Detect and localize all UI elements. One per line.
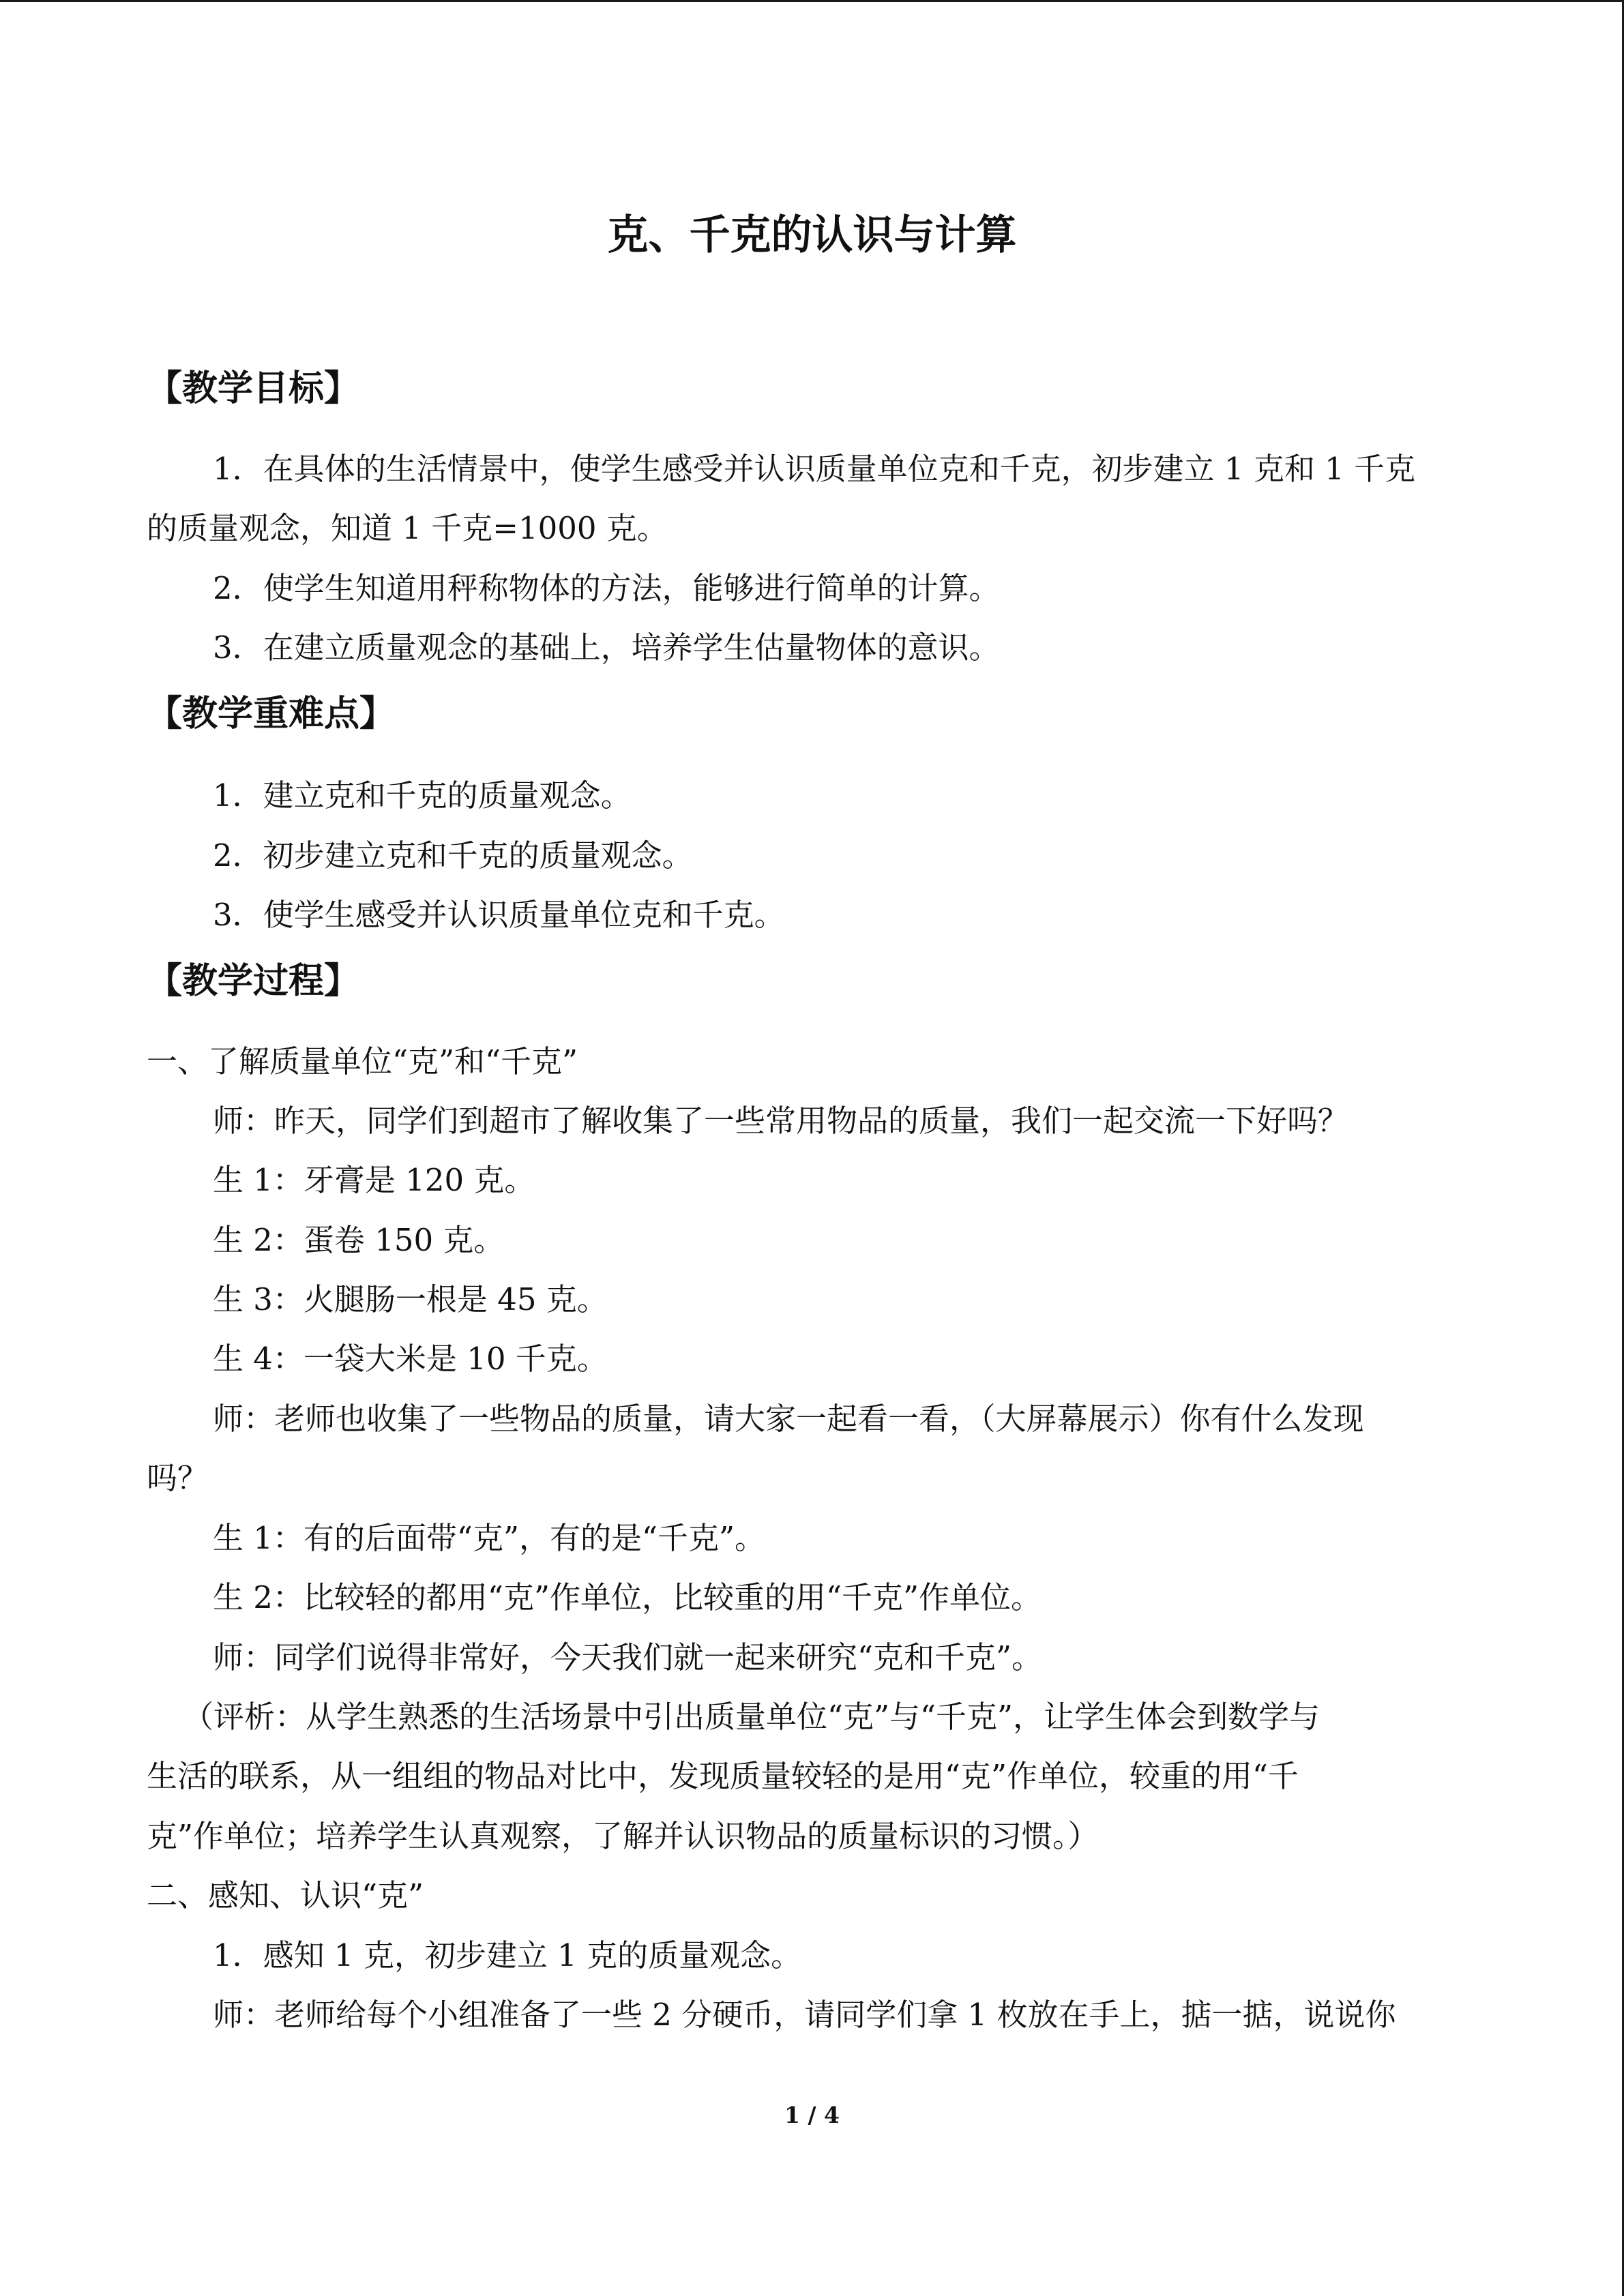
document-title: 克、千克的认识与计算 bbox=[607, 211, 1017, 259]
key-point-line-2: 2．初步建立克和千克的质量观念。 bbox=[213, 837, 693, 874]
process-line: 师：老师给每个小组准备了一些 2 分硬币，请同学们拿 1 枚放在手上，掂一掂，说说你 bbox=[213, 1997, 1396, 2033]
process-line: 师：老师也收集了一些物品的质量，请大家一起看一看，（大屏幕展示）你有什么发现 bbox=[213, 1401, 1364, 1437]
section-heading-goals: 【教学目标】 bbox=[147, 368, 360, 409]
key-point-line-3: 3．使学生感受并认识质量单位克和千克。 bbox=[213, 897, 785, 933]
process-line-cont: 吗？ bbox=[147, 1460, 209, 1496]
process-line: 生 3：火腿肠一根是 45 克。 bbox=[213, 1281, 608, 1317]
process-line: 1．感知 1 克，初步建立 1 克的质量观念。 bbox=[213, 1937, 802, 1973]
process-line: 生 1：牙膏是 120 克。 bbox=[213, 1162, 535, 1198]
page-number: 1 / 4 bbox=[784, 2102, 840, 2128]
process-line: 生 1：有的后面带“克”，有的是“千克”。 bbox=[213, 1520, 765, 1556]
section-heading-key-points: 【教学重难点】 bbox=[147, 693, 396, 734]
process-commentary-line-cont: 克”作单位；培养学生认真观察，了解并认识物品的质量标识的习惯。） bbox=[147, 1818, 1099, 1854]
goal-line-1: 1．在具体的生活情景中，使学生感受并认识质量单位克和千克，初步建立 1 克和 1 千克 bbox=[213, 451, 1416, 487]
goal-line-3: 3．在建立质量观念的基础上，培养学生估量物体的意识。 bbox=[213, 629, 1000, 666]
goal-line-2: 2．使学生知道用秤称物体的方法，能够进行简单的计算。 bbox=[213, 570, 1000, 606]
page-top-border bbox=[0, 0, 1624, 2]
goal-line-1-cont: 的质量观念，知道 1 千克=1000 克。 bbox=[147, 510, 668, 546]
process-line: 师：同学们说得非常好，今天我们就一起来研究“克和千克”。 bbox=[213, 1639, 1043, 1675]
key-point-line-1: 1．建立克和千克的质量观念。 bbox=[213, 777, 632, 814]
process-line: 生 4：一袋大米是 10 千克。 bbox=[213, 1341, 608, 1377]
process-subheading-2: 二、感知、认识“克” bbox=[147, 1877, 424, 1913]
section-heading-process: 【教学过程】 bbox=[147, 960, 360, 1002]
process-line: 师：昨天，同学们到超市了解收集了一些常用物品的质量，我们一起交流一下好吗？ bbox=[213, 1103, 1349, 1139]
process-subheading-1: 一、了解质量单位“克”和“千克” bbox=[147, 1043, 578, 1079]
process-commentary-line: （评析：从学生熟悉的生活场景中引出质量单位“克”与“千克”，让学生体会到数学与 bbox=[183, 1699, 1320, 1735]
process-line: 生 2：比较轻的都用“克”作单位，比较重的用“千克”作单位。 bbox=[213, 1579, 1042, 1615]
process-commentary-line-cont: 生活的联系，从一组组的物品对比中，发现质量较轻的是用“克”作单位，较重的用“千 bbox=[147, 1758, 1299, 1794]
process-line: 生 2：蛋卷 150 克。 bbox=[213, 1222, 505, 1258]
